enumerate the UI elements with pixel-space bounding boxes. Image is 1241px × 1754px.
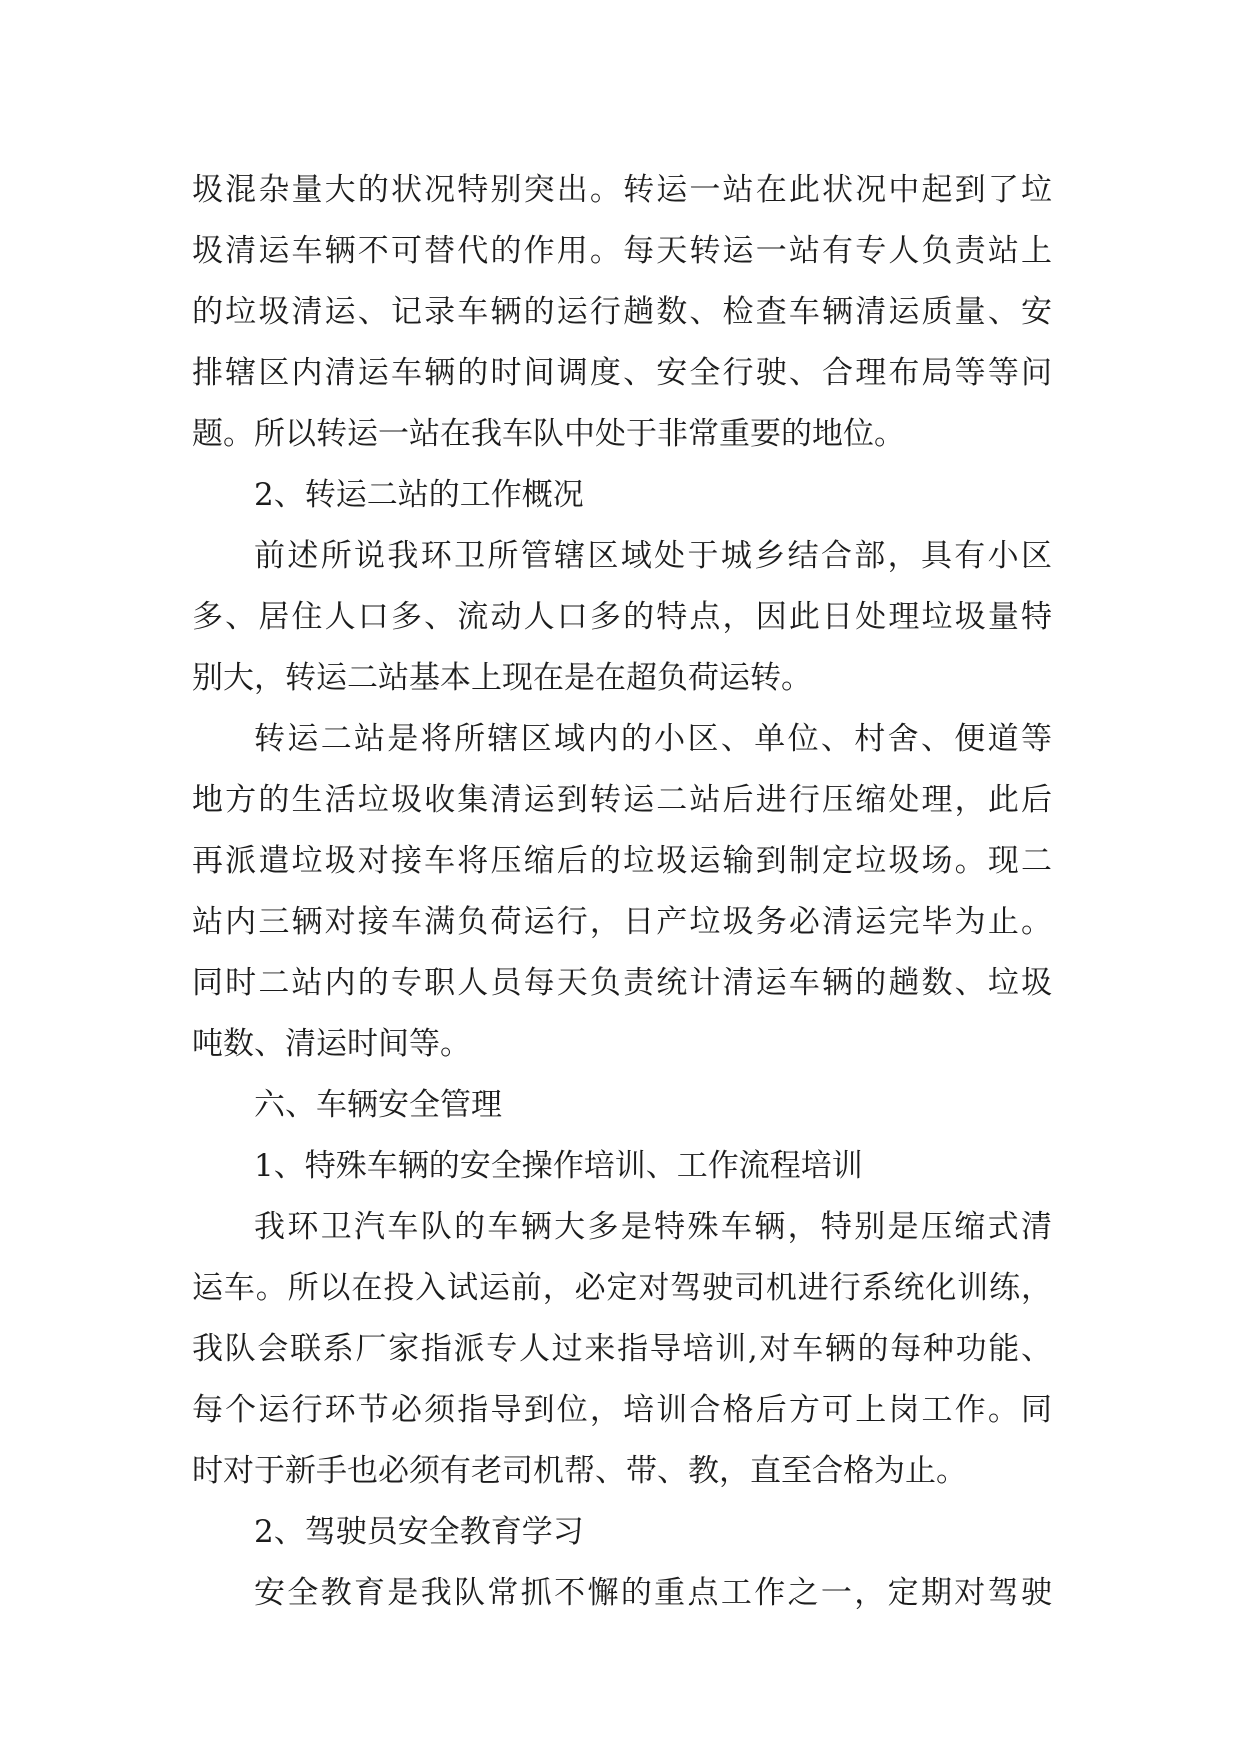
- paragraph-line: 的垃圾清运、记录车辆的运行趟数、检查车辆清运质量、安: [192, 294, 1052, 330]
- paragraph-first-line: 前述所说我环卫所管辖区域处于城乡结合部，具有小区: [254, 538, 1052, 574]
- paragraph-line: 吨数、清运时间等。: [192, 1026, 471, 1062]
- paragraph-line: 圾清运车辆不可替代的作用。每天转运一站有专人负责站上: [192, 233, 1052, 269]
- paragraph-first-line: 六、车辆安全管理: [254, 1087, 502, 1123]
- paragraph-first-line: 安全教育是我队常抓不懈的重点工作之一，定期对驾驶: [254, 1575, 1052, 1611]
- paragraph-first-line: 1、特殊车辆的安全操作培训、工作流程培训: [254, 1148, 863, 1184]
- paragraph-line: 题。所以转运一站在我车队中处于非常重要的地位。: [192, 416, 905, 452]
- paragraph-line: 运车。所以在投入试运前，必定对驾驶司机进行系统化训练，: [192, 1270, 1052, 1306]
- document-body: [192, 160, 1052, 1624]
- paragraph-line: 排辖区内清运车辆的时间调度、安全行驶、合理布局等等问: [192, 355, 1052, 391]
- paragraph-line: 同时二站内的专职人员每天负责统计清运车辆的趟数、垃圾: [192, 965, 1052, 1001]
- paragraph-first-line: 2、驾驶员安全教育学习: [254, 1514, 584, 1550]
- paragraph-line: 多、居住人口多、流动人口多的特点，因此日处理垃圾量特: [192, 599, 1052, 635]
- paragraph-line: 再派遣垃圾对接车将压缩后的垃圾运输到制定垃圾场。现二: [192, 843, 1052, 879]
- paragraph-line: 别大，转运二站基本上现在是在超负荷运转。: [192, 660, 812, 696]
- paragraph-first-line: 我环卫汽车队的车辆大多是特殊车辆，特别是压缩式清: [254, 1209, 1052, 1245]
- paragraph-line: 每个运行环节必须指导到位，培训合格后方可上岗工作。同: [192, 1392, 1052, 1428]
- paragraph-first-line: 2、转运二站的工作概况: [254, 477, 584, 513]
- paragraph-first-line: 转运二站是将所辖区域内的小区、单位、村舍、便道等: [254, 721, 1052, 757]
- paragraph-line: 我队会联系厂家指派专人过来指导培训,对车辆的每种功能、: [192, 1331, 1052, 1367]
- paragraph-line: 地方的生活垃圾收集清运到转运二站后进行压缩处理，此后: [192, 782, 1052, 818]
- paragraph-line: 时对于新手也必须有老司机帮、带、教，直至合格为止。: [192, 1453, 967, 1489]
- paragraph-line: 站内三辆对接车满负荷运行，日产垃圾务必清运完毕为止。: [192, 904, 1052, 940]
- paragraph-line: 圾混杂量大的状况特别突出。转运一站在此状况中起到了垃: [192, 172, 1052, 208]
